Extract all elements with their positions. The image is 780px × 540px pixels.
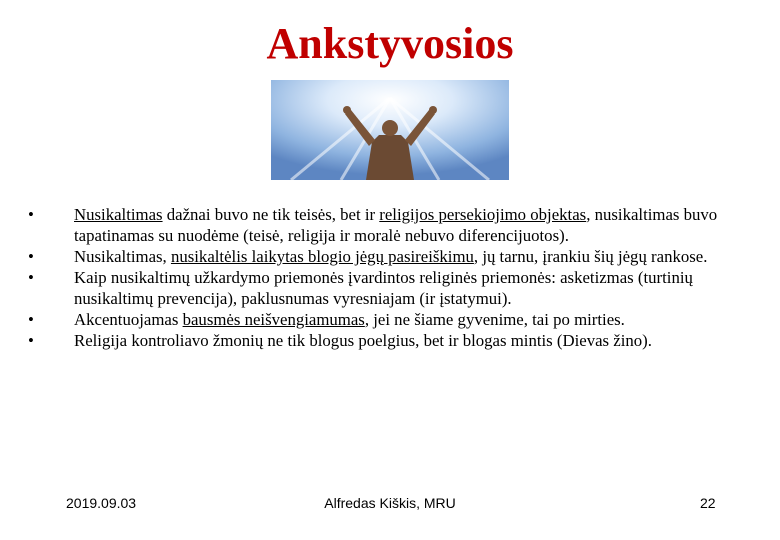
bullet-text: , nusikaltimas buvo tapatinamas su nuodėme (teisė, religija ir moralė nebuvo diferencijuotos). bbox=[74, 205, 718, 245]
bullet-item bbox=[28, 309, 773, 330]
bullet-dot: • bbox=[28, 331, 34, 350]
bullet-dot: • bbox=[28, 310, 34, 329]
bullet-text-underlined: bausmės neišvengiamumas bbox=[182, 310, 365, 329]
bullet-text: Religija kontroliavo žmonių ne tik blogus poelgius, bet ir blogas mintis (Dievas žino). bbox=[74, 331, 652, 350]
slide-title: Ankstyvosios bbox=[266, 19, 514, 68]
bullet-text: , jei ne šiame gyvenime, tai po mirties. bbox=[364, 310, 625, 329]
footer-page-number: 22 bbox=[700, 495, 716, 511]
bullet-item bbox=[28, 330, 773, 351]
bullet-dot: • bbox=[28, 205, 34, 224]
bullet-text-underlined: religijos persekiojimo objektas bbox=[379, 205, 587, 224]
footer-author: Alfredas Kiškis, MRU bbox=[324, 495, 456, 511]
bullet-text: Akcentuojamas bbox=[74, 310, 183, 329]
bullet-item bbox=[28, 204, 773, 246]
bullet-text-underlined: nusikaltėlis laikytas blogio jėgų pasireiškimu bbox=[170, 247, 474, 266]
bullet-text: Nusikaltimas, bbox=[74, 247, 171, 266]
bullet-list bbox=[28, 204, 773, 351]
bullet-text-underlined: Nusikaltimas bbox=[74, 205, 163, 224]
bullet-dot: • bbox=[28, 247, 34, 266]
bullet-text: , jų tarnu, įrankiu šių jėgų rankose. bbox=[473, 247, 708, 266]
bullet-item bbox=[28, 267, 773, 309]
bullet-item bbox=[28, 246, 773, 267]
bullet-text: dažnai buvo ne tik teisės, bet ir bbox=[162, 205, 380, 224]
footer-date: 2019.09.03 bbox=[66, 495, 137, 511]
bullet-text: Kaip nusikaltimų užkardymo priemonės įvardintos religinės priemonės: asketizmas (turtinių nusikaltimų prevencija), paklusnumas vyresniajam (ir įstatymui). bbox=[74, 268, 693, 308]
worship-figure-image bbox=[271, 80, 509, 180]
bullet-dot: • bbox=[28, 268, 34, 287]
